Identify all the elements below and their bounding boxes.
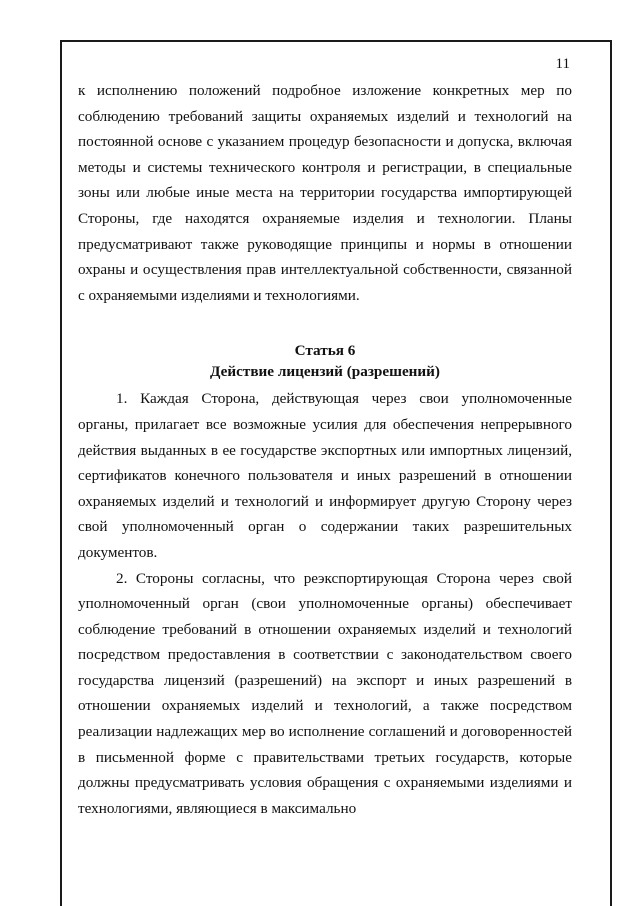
article-number: Статья 6 bbox=[294, 342, 356, 360]
article-title: Действие лицензий (разрешений) bbox=[210, 363, 440, 381]
page-number: 11 bbox=[555, 56, 570, 72]
article-paragraph-2: 2. Стороны согласны, что реэкспортирующая Сторона через свой уполномоченный орган (свои уполномоченные органы) обеспечивает соблюдение требований в отношении охраняемых изделий и технологий посредством предоставления в соответствии с законодательством своего государства лицензий (разрешений) на экспорт и иных разрешений в отношении охраняемых изделий и технологий, а также посредством реализации надлежащих мер во исполнение соглашений и договоренностей в письменной форме с правительствами третьих государств, которые должны предусматривать условия обращения с охраняемыми изделиями и технологиями, являющиеся в максимально bbox=[78, 569, 572, 817]
article-heading bbox=[78, 340, 572, 382]
document-body bbox=[78, 78, 572, 821]
article-paragraph-1: 1. Каждая Сторона, действующая через свои уполномоченные органы, прилагает все возможные усилия для обеспечения непрерывного действия выданных в ее государстве экспортных или импортных лицензий, сертификатов конечного пользователя и иных разрешений в отношении охраняемых изделий и технологий и информирует другую Сторону через свой уполномоченный орган о содержании таких разрешительных документов. bbox=[78, 390, 572, 561]
continued-paragraph: к исполнению положений подробное изложение конкретных мер по соблюдению требований защиты охраняемых изделий и технологий на постоянной основе с указанием процедур безопасности и допуска, включая методы и системы технического контроля и регистрации, в специальные зоны или любые иные места на территории государства импортирующей Стороны, где находятся охраняемые изделия и технологии. Планы предусматривают также руководящие принципы и нормы в отношении охраны и осуществления прав интеллектуальной собственности, связанной с охраняемыми изделиями и технологиями. bbox=[78, 82, 572, 304]
